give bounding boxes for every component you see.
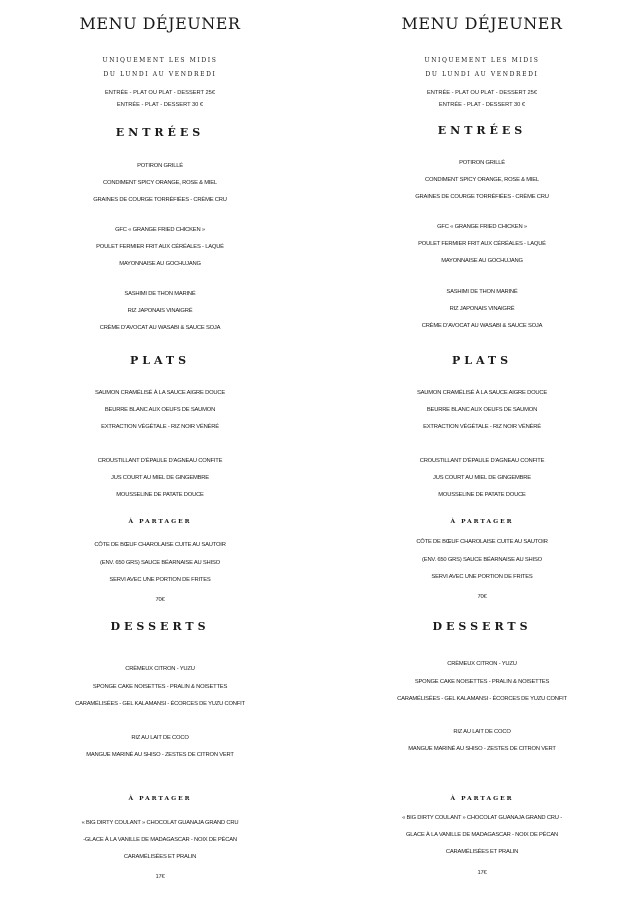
dish-line: (ENV. 650 GRS) SAUCE BÉARNAISE AU SHISO (422, 557, 542, 563)
menu-subtitle-line: UNIQUEMENT LES MIDIS (424, 57, 540, 64)
dish-line: MOUSSELINE DE PATATE DOUCE (116, 492, 204, 498)
section-heading-plats: PLATS (451, 354, 513, 367)
dish-line: RIZ JAPONAIS VINAIGRÉ (127, 308, 193, 314)
section-heading-entrees: ENTRÉES (437, 124, 527, 137)
menu-price-line: ENTRÉE - PLAT OU PLAT - DESSERT 25€ (105, 90, 215, 96)
dish-line: EXTRACTION VÉGÉTALE - RIZ NOIR VÉNÉRÉ (101, 424, 219, 430)
dish-line: (ENV. 650 GRS) SAUCE BÉARNAISE AU SHISO (100, 560, 220, 566)
dish-line: GFC « GRANGE FRIED CHICKEN » (437, 224, 527, 230)
menu-price-line: ENTRÉE - PLAT - DESSERT 30 € (116, 102, 204, 108)
dish-line: « BIG DIRTY COULANT » CHOCOLAT GUANAJA GRAND CRU - (402, 815, 562, 821)
dish-line: CONDIMENT SPICY ORANGE, ROSE & MIEL (103, 180, 217, 186)
dish-line: CROUSTILLANT D’ÉPAULE D’AGNEAU CONFITE (419, 458, 545, 464)
dish-line: BEURRE BLANC AUX OEUFS DE SAUMON (104, 407, 216, 413)
dish-line: « BIG DIRTY COULANT » CHOCOLAT GUANAJA GRAND CRU (81, 820, 239, 826)
dish-line: CONDIMENT SPICY ORANGE, ROSE & MIEL (425, 177, 539, 183)
dish-line: CRÈME D’AVOCAT AU WASABI & SAUCE SOJA (421, 323, 543, 329)
dish-line: -GLACE À LA VANILLE DE MADAGASCAR - NOIX DE PÉCAN (83, 837, 237, 843)
dish-line: POULET FERMIER FRIT AUX CÉRÉALES - LAQUÉ (96, 244, 224, 250)
section-heading-desserts: DESSERTS (432, 620, 532, 633)
dish-line: SERVI AVEC UNE PORTION DE FRITES (109, 577, 211, 583)
dish-line: CRÈME D’AVOCAT AU WASABI & SAUCE SOJA (99, 325, 221, 331)
section-heading-plats: PLATS (129, 354, 191, 367)
dish-line: CARAMÉLISÉES - GEL KALAMANSI - ÉCORCES DE YUZU CONFIT (397, 696, 567, 702)
dish-line: RIZ AU LAIT DE COCO (453, 729, 511, 735)
dish-line: SASHIMI DE THON MARINÉ (124, 291, 196, 297)
dish-line: CÔTE DE BŒUF CHAROLAISE CUITE AU SAUTOIR (416, 539, 548, 545)
menu-subtitle-line: UNIQUEMENT LES MIDIS (102, 57, 218, 64)
dish-line: CRÈMEUX CITRON - YUZU (125, 666, 195, 672)
dish-line: RIZ JAPONAIS VINAIGRÉ (449, 306, 515, 312)
dish-line: SPONGE CAKE NOISETTES - PRALIN & NOISETTES (414, 679, 550, 685)
share-price: 17€ (477, 870, 487, 876)
dish-line: EXTRACTION VÉGÉTALE - RIZ NOIR VÉNÉRÉ (423, 424, 541, 430)
menu-price-line: ENTRÉE - PLAT - DESSERT 30 € (438, 102, 526, 108)
dish-line: MOUSSELINE DE PATATE DOUCE (438, 492, 526, 498)
menu-title: MENU DÉJEUNER (79, 14, 241, 33)
dish-line: GLACE À LA VANILLE DE MADAGASCAR - NOIX DE PÉCAN (405, 832, 558, 838)
dish-line: POULET FERMIER FRIT AUX CÉRÉALES - LAQUÉ (418, 241, 546, 247)
section-heading-entrees: ENTRÉES (115, 126, 205, 139)
menu-title: MENU DÉJEUNER (401, 14, 563, 33)
menu-subtitle-line: DU LUNDI AU VENDREDI (103, 71, 217, 78)
dish-line: CÔTE DE BŒUF CHAROLAISE CUITE AU SAUTOIR (94, 542, 226, 548)
dish-line: MANGUE MARINÉ AU SHISO - ZESTES DE CITRON VERT (86, 752, 234, 758)
dish-line: SPONGE CAKE NOISETTES - PRALIN & NOISETTES (92, 684, 228, 690)
dish-line: SERVI AVEC UNE PORTION DE FRITES (431, 574, 533, 580)
dish-line: MAYONNAISE AU GOCHUJANG (119, 261, 201, 267)
dish-line: CARAMÉLISÉES - GEL KALAMANSI - ÉCORCES DE YUZU CONFIT (75, 701, 245, 707)
share-price: 70€ (155, 597, 165, 603)
share-heading: À PARTAGER (450, 518, 514, 525)
dish-line: CARAMÉLISÉES ET PRALIN (123, 854, 197, 860)
dish-line: GRAINES DE COURGE TORRÉFIÉES - CRÈME CRU (415, 194, 549, 200)
menu-subtitle-line: DU LUNDI AU VENDREDI (425, 71, 539, 78)
dish-line: MANGUE MARINÉ AU SHISO - ZESTES DE CITRON VERT (408, 746, 556, 752)
share-price: 70€ (477, 594, 487, 600)
share-heading: À PARTAGER (128, 795, 192, 802)
dish-line: CROUSTILLANT D’ÉPAULE D’AGNEAU CONFITE (97, 458, 223, 464)
dish-line: CARAMÉLISÉES ET PRALIN (445, 849, 519, 855)
share-price: 17€ (155, 874, 165, 880)
dish-line: POTIRON GRILLÉ (137, 163, 183, 169)
dish-line: GFC « GRANGE FRIED CHICKEN » (115, 227, 205, 233)
dish-line: POTIRON GRILLÉ (459, 160, 505, 166)
dish-line: BEURRE BLANC AUX OEUFS DE SAUMON (426, 407, 538, 413)
dish-line: SAUMON CRAMÉLISÉ À LA SAUCE AIGRE DOUCE (416, 390, 548, 396)
section-heading-desserts: DESSERTS (110, 620, 210, 633)
menu-right (322, 0, 640, 905)
dish-line: SAUMON CRAMÉLISÉ À LA SAUCE AIGRE DOUCE (94, 390, 226, 396)
dish-line: MAYONNAISE AU GOCHUJANG (441, 258, 523, 264)
dish-line: RIZ AU LAIT DE COCO (131, 735, 189, 741)
dish-line: GRAINES DE COURGE TORRÉFIÉES - CRÈME CRU (93, 197, 227, 203)
dish-line: JUS COURT AU MIEL DE GINGEMBRE (111, 475, 209, 481)
share-heading: À PARTAGER (450, 795, 514, 802)
dish-line: CRÈMEUX CITRON - YUZU (447, 661, 517, 667)
dish-line: SASHIMI DE THON MARINÉ (446, 289, 518, 295)
dish-line: JUS COURT AU MIEL DE GINGEMBRE (433, 475, 531, 481)
menu-price-line: ENTRÉE - PLAT OU PLAT - DESSERT 25€ (427, 90, 537, 96)
share-heading: À PARTAGER (128, 518, 192, 525)
